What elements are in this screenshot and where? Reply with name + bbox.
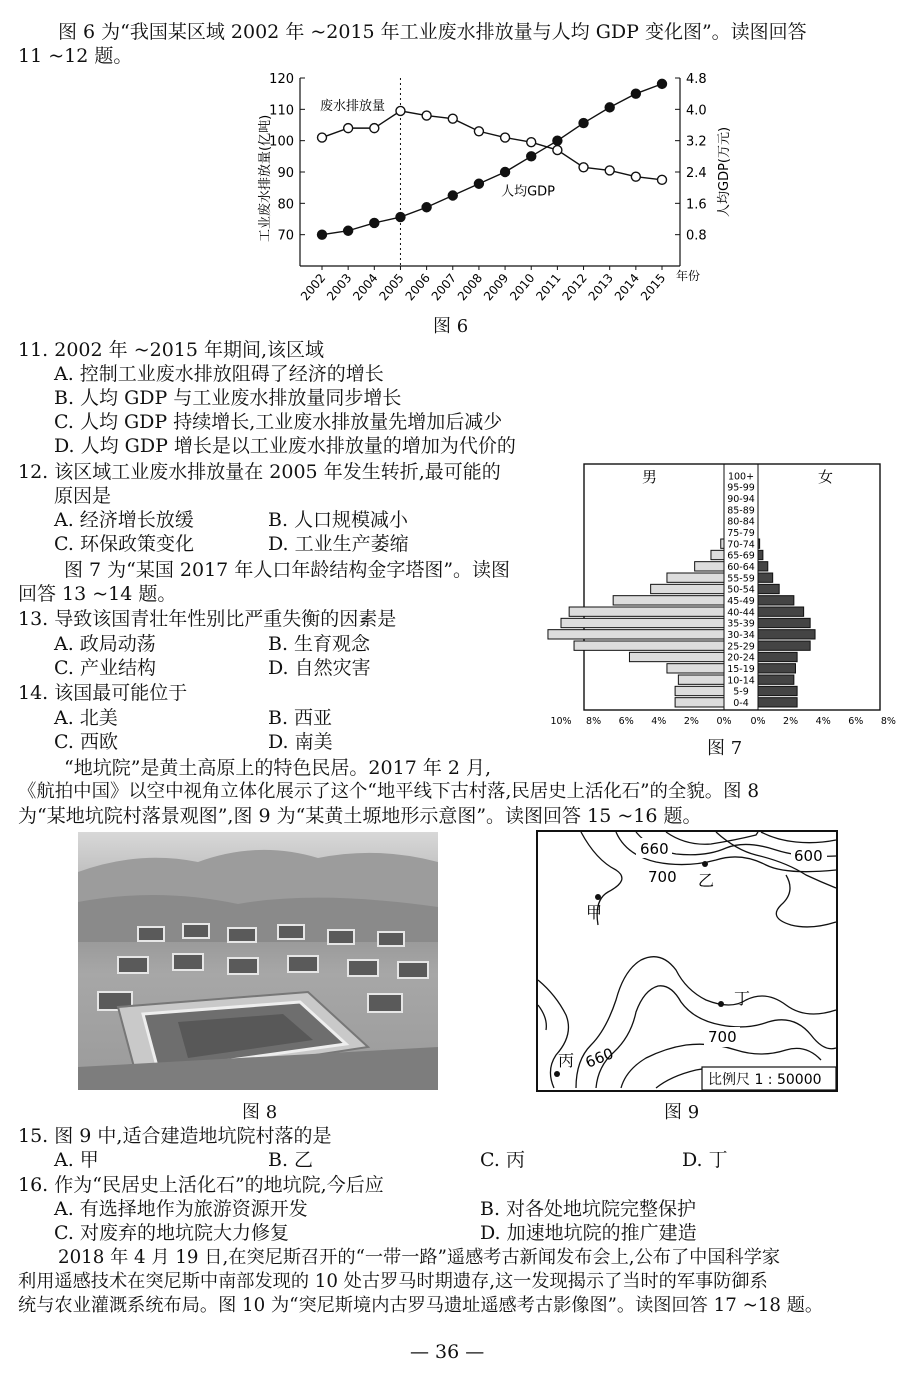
series-label: 废水排放量 [320,99,386,115]
age-group-label: 40-44 [727,607,755,619]
question-15-option-b[interactable]: B. 乙 [268,1149,314,1171]
female-bar [758,607,804,616]
question-15-option-c[interactable]: C. 丙 [480,1149,525,1171]
data-point [344,226,353,235]
male-bar [675,686,724,695]
male-bar [695,562,724,571]
figure-6-chart [255,66,732,336]
question-12-stem: 12. 该区域工业废水排放量在 2005 年发生转折,最可能的 [18,461,501,483]
data-point [553,136,562,145]
left-tick-label: 80 [277,197,294,213]
data-point [501,168,510,177]
intro-text: 11 ~12 题。 [18,45,133,67]
pyramid-tick-label: 0% [750,716,766,727]
right-tick-label: 4.8 [686,72,707,87]
pyramid-tick-label: 8% [880,716,896,727]
female-bar [758,630,815,639]
data-point [318,133,327,142]
data-point [527,138,536,147]
intro-text: 《航拍中国》以空中视角立体化展示了这个“地平线下古村落,民居史上活化石”的全貌。图 8 [18,781,760,802]
question-12-option-a[interactable]: A. 经济增长放缓 [54,509,194,531]
female-bar [758,641,810,650]
female-bar [758,573,773,582]
question-11-option-a[interactable]: A. 控制工业废水排放阻碍了经济的增长 [54,363,384,385]
pyramid-tick-label: 10% [550,716,572,727]
contour-label: 600 [794,847,823,865]
figure-caption: 图 8 [242,1102,278,1123]
x-tick-label: 2010 [507,270,538,304]
left-tick-label: 70 [277,228,294,244]
question-13-option-c[interactable]: C. 产业结构 [54,657,156,679]
x-tick-label: 2014 [611,270,643,304]
x-tick-label: 2004 [350,270,381,304]
male-bar [678,675,724,684]
data-point [658,79,667,88]
male-bar [574,641,724,650]
data-point [422,111,431,120]
male-bar [561,618,724,627]
data-point [579,163,588,172]
question-14-option-a[interactable]: A. 北美 [54,707,118,729]
male-bar [667,664,724,673]
contour-label: 700 [708,1028,737,1046]
age-group-label: 30-34 [727,630,755,641]
data-point [605,166,614,175]
right-tick-label: 2.4 [686,166,707,181]
age-group-label: 15-19 [727,664,755,675]
intro-text: 图 7 为“某国 2017 年人口年龄结构金字塔图”。读图 [64,559,511,581]
male-label: 男 [642,468,658,486]
age-group-label: 80-84 [727,516,755,528]
question-14-option-c[interactable]: C. 西欧 [54,731,118,753]
pyramid-tick-label: 0% [716,716,732,727]
point-yi-label: 乙 [698,871,715,890]
contour-label: 660 [640,840,669,858]
female-label: 女 [818,468,834,486]
question-16-option-b[interactable]: B. 对各处地坑院完整保护 [480,1198,697,1220]
data-point [474,127,483,136]
left-tick-label: 110 [269,103,294,119]
figure-caption: 图 9 [664,1102,700,1123]
right-tick-label: 4.0 [686,103,707,119]
question-12-stem: 原因是 [54,485,112,507]
point-ding-marker [718,1001,724,1007]
question-12-option-c[interactable]: C. 环保政策变化 [54,533,194,555]
age-group-label: 10-14 [727,675,755,687]
x-tick-label: 2006 [402,270,433,304]
right-axis-label: 人均GDP(万元) [717,126,732,217]
female-bar [758,584,779,593]
intro-text: 2018 年 4 月 19 日,在突尼斯召开的“一带一路”遥感考古新闻发布会上,公布了中国科学家 [58,1247,781,1268]
question-15-stem: 15. 图 9 中,适合建造地坑院村落的是 [18,1125,332,1147]
pyramid-tick-label: 2% [783,716,799,727]
question-14-option-b[interactable]: B. 西亚 [268,707,333,729]
map-scale: 比例尺 1 : 50000 [708,1072,822,1088]
age-group-label: 85-89 [727,505,755,517]
page-number: — 36 — [410,1341,485,1363]
question-11-stem: 11. 2002 年 ~2015 年期间,该区域 [18,339,325,361]
x-tick-label: 2007 [428,270,460,304]
x-tick-label: 2013 [585,270,616,304]
point-yi-marker [702,861,708,867]
data-point [396,213,405,222]
age-group-label: 45-49 [727,596,755,607]
age-group-label: 5-9 [733,686,749,698]
point-jia-label: 甲 [586,903,603,922]
female-bar [758,618,810,627]
pyramid-tick-label: 4% [651,716,667,727]
male-bar [667,573,724,582]
question-15-option-d[interactable]: D. 丁 [682,1149,728,1171]
question-16-option-c[interactable]: C. 对废弃的地坑院大力修复 [54,1222,289,1244]
age-group-label: 35-39 [727,618,755,630]
data-point [370,218,379,227]
data-point [527,152,536,161]
point-jia-marker [595,894,601,900]
question-13-stem: 13. 导致该国青壮年性别比严重失衡的因素是 [18,608,397,630]
question-11-option-c[interactable]: C. 人均 GDP 持续增长,工业废水排放量先增加后减少 [54,411,503,433]
age-group-label: 50-54 [727,584,755,596]
x-tick-label: 2005 [376,270,407,304]
age-group-label: 65-69 [727,550,755,562]
pyramid-tick-label: 4% [815,716,831,727]
data-point [579,119,588,128]
intro-text: 利用遥感技术在突尼斯中南部发现的 10 处古罗马时期遗存,这一发现揭示了当时的军事防御系 [18,1271,768,1292]
age-group-label: 95-99 [727,482,755,494]
age-group-label: 100+ [727,471,755,483]
female-bar [758,698,797,707]
question-11-option-b[interactable]: B. 人均 GDP 与工业废水排放量同步增长 [54,387,402,409]
data-point [422,203,431,212]
figure-9-topo-map [536,830,838,1092]
female-bar [758,562,768,571]
intro-text: 统与农业灌溉系统布局。图 10 为“突尼斯境内古罗马遗址遥感考古影像图”。读图回答 17 ~18 题。 [18,1295,824,1316]
question-16-option-d[interactable]: D. 加速地坑院的推广建造 [480,1222,697,1244]
left-tick-label: 100 [269,134,294,150]
data-point [318,230,327,239]
point-ding-label: 丁 [734,989,751,1008]
male-bar [711,550,724,559]
x-tick-label: 2002 [297,270,329,304]
left-axis-label: 工业废水排放量(亿吨) [258,114,273,242]
intro-text: 为“某地坑院村落景观图”,图 9 为“某黄土塬地形示意图”。读图回答 15 ~16 题。 [18,805,702,827]
village-aerial-photo [78,832,438,1090]
data-point [605,103,614,112]
point-bing-marker [554,1071,560,1077]
data-point [658,175,667,184]
age-group-label: 70-74 [727,539,755,551]
question-12-option-d[interactable]: D. 工业生产萎缩 [268,533,409,555]
age-group-label: 0-4 [733,698,749,709]
data-point [396,106,405,115]
female-bar [758,675,794,684]
question-13-option-b[interactable]: B. 生育观念 [268,633,371,655]
intro-text: “地坑院”是黄土高原上的特色民居。2017 年 2 月, [64,757,492,779]
question-14-option-d[interactable]: D. 南美 [268,731,333,753]
data-point [631,89,640,98]
series-label: 人均GDP [501,184,556,200]
age-group-label: 55-59 [727,573,755,585]
age-group-label: 20-24 [727,652,755,664]
question-15-option-a[interactable]: A. 甲 [54,1149,99,1171]
question-11-option-d[interactable]: D. 人均 GDP 增长是以工业废水排放量的增加为代价的 [54,435,516,457]
age-group-label: 90-94 [727,494,755,505]
left-tick-label: 120 [269,72,294,87]
data-point [474,179,483,188]
female-bar [758,596,794,605]
female-bar [758,686,797,695]
question-12-option-b[interactable]: B. 人口规模减小 [268,509,409,531]
question-13-option-d[interactable]: D. 自然灾害 [268,657,371,679]
male-bar [629,652,724,661]
male-bar [548,630,724,639]
right-tick-label: 3.2 [686,134,707,150]
contour-label: 700 [648,868,677,886]
male-bar [651,584,724,593]
female-bar [758,652,797,661]
female-bar [758,550,763,559]
figure-caption: 图 6 [433,316,469,337]
pyramid-tick-label: 8% [586,716,602,727]
male-bar [569,607,724,616]
left-tick-label: 90 [277,166,294,181]
question-14-stem: 14. 该国最可能位于 [18,682,188,704]
question-16-stem: 16. 作为“民居史上活化石”的地坑院,今后应 [18,1174,384,1196]
male-bar [613,596,724,605]
female-bar [758,539,760,548]
data-point [448,114,457,123]
age-group-label: 25-29 [727,641,755,653]
data-point [370,124,379,133]
x-tick-label: 2015 [637,270,669,304]
right-tick-label: 0.8 [686,228,707,244]
male-bar [675,698,724,707]
data-point [448,191,457,200]
female-bar [758,664,795,673]
pyramid-tick-label: 6% [618,716,634,727]
intro-text: 图 6 为“我国某区域 2002 年 ~2015 年工业废水排放量与人均 GDP 变化图”。读图回答 [58,21,807,43]
map-frame [537,831,837,1091]
figure-7-pyramid [550,460,896,732]
data-point [501,133,510,142]
x-tick-label: 2011 [533,270,564,304]
intro-text: 回答 13 ~14 题。 [18,583,177,605]
age-group-label: 60-64 [727,562,755,573]
x-tick-label: 2003 [324,270,355,304]
data-point [553,146,562,155]
contour-label: 660 [582,1044,617,1072]
x-axis-label: 年份 [676,269,701,283]
male-bar [721,539,724,548]
pyramid-tick-label: 2% [683,716,699,727]
data-point [631,172,640,181]
figure-caption: 图 7 [707,738,743,759]
x-tick-label: 2009 [481,270,512,304]
question-13-option-a[interactable]: A. 政局动荡 [54,633,156,655]
data-point [344,124,353,133]
x-tick-label: 2008 [454,270,486,304]
question-16-option-a[interactable]: A. 有选择地作为旅游资源开发 [54,1198,308,1220]
point-bing-label: 丙 [558,1051,575,1070]
age-group-label: 75-79 [727,528,755,539]
x-tick-label: 2012 [559,270,590,304]
right-tick-label: 1.6 [686,197,707,213]
pyramid-tick-label: 6% [848,716,864,727]
